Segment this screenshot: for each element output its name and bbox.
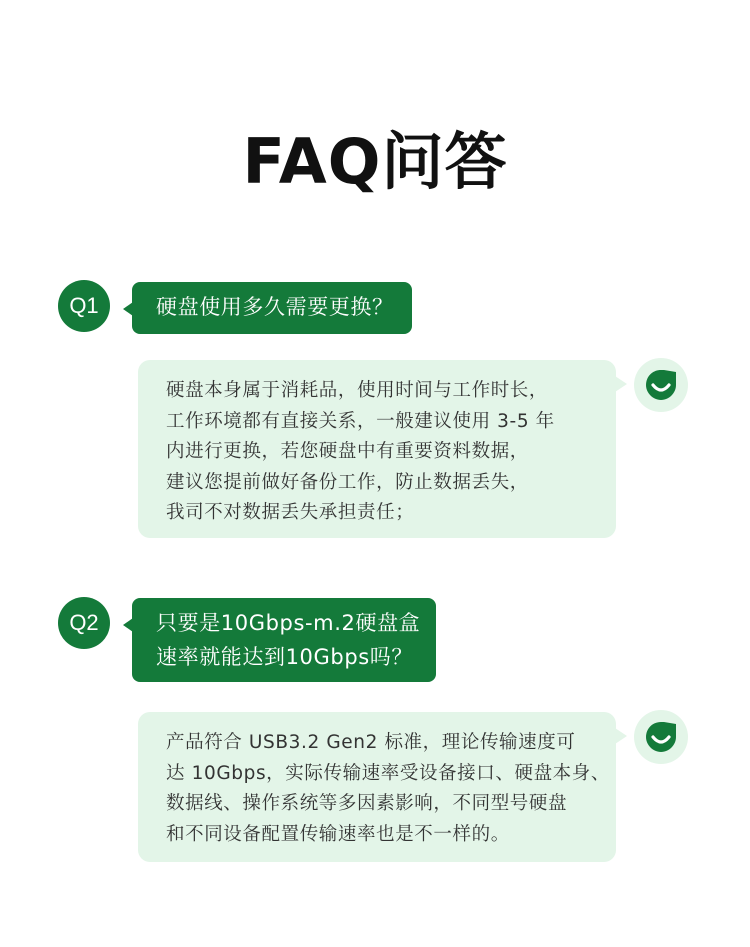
answer-2-line: 达 10Gbps，实际传输速率受设备接口、硬盘本身、 <box>166 762 610 784</box>
answer-1-line: 工作环境都有直接关系，一般建议使用 3-5 年 <box>166 410 555 432</box>
q2-badge: Q2 <box>58 597 110 649</box>
avatar <box>634 710 688 764</box>
answer-1-line: 硬盘本身属于消耗品，使用时间与工作时长， <box>166 380 549 401</box>
q1-badge: Q1 <box>58 280 110 332</box>
answer-2-bubble <box>138 712 616 862</box>
avatar <box>634 358 688 412</box>
question-2-line: 只要是10Gbps-m.2硬盘盒 <box>156 611 421 635</box>
question-1-bubble <box>132 282 412 334</box>
answer-1-line: 建议您提前做好备份工作，防止数据丢失， <box>166 471 529 493</box>
answer-1-line: 内进行更换，若您硬盘中有重要资料数据， <box>166 441 529 462</box>
answer-1-bubble <box>138 360 616 538</box>
answer-2-line: 产品符合 USB3.2 Gen2 标准，理论传输速度可 <box>166 732 576 753</box>
question-2-line: 速率就能达到10Gbps吗？ <box>156 645 413 669</box>
answer-1-line: 我司不对数据丢失承担责任； <box>166 502 415 523</box>
question-1-line: 硬盘使用多久需要更换？ <box>156 295 394 319</box>
page-title: FAQ问答 <box>242 125 508 198</box>
smile-leaf-icon <box>642 718 680 756</box>
smile-leaf-icon <box>642 366 680 404</box>
answer-2-line: 和不同设备配置传输速率也是不一样的。 <box>166 823 510 845</box>
question-2-bubble <box>132 598 436 682</box>
answer-2-line: 数据线、操作系统等多因素影响，不同型号硬盘 <box>166 793 568 814</box>
